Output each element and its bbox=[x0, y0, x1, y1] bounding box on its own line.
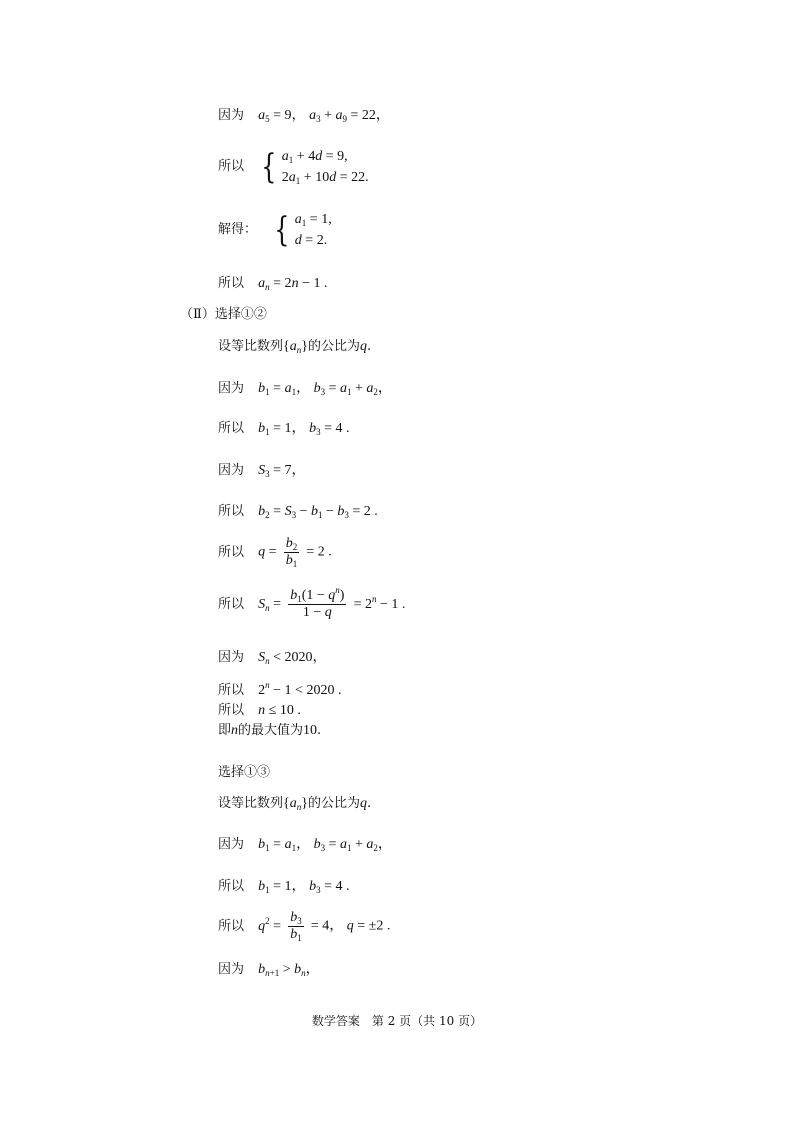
text: 设等比数列 bbox=[218, 339, 284, 354]
line-13 bbox=[218, 650, 327, 666]
line-18 bbox=[218, 796, 371, 812]
line-12 bbox=[218, 585, 406, 621]
line-6 bbox=[218, 339, 371, 355]
math-expression: $S_3 = 7$， bbox=[258, 463, 306, 479]
math-expression: $q^2$ = bbox=[258, 915, 282, 934]
text: . bbox=[367, 796, 372, 811]
text: 设等比数列 bbox=[218, 796, 284, 811]
left-brace: { bbox=[274, 210, 290, 250]
equation-system bbox=[258, 146, 368, 188]
page-footer: 数学答案 第 2 页（共 10 页） bbox=[311, 1014, 483, 1028]
system-equation-2: $2a_1 + 10d = 22$. bbox=[281, 170, 369, 186]
math-expression: $b_1 = 1$， $b_3 = 4$ . bbox=[258, 421, 350, 437]
line-3 bbox=[218, 209, 332, 251]
line-14 bbox=[218, 680, 342, 699]
math-expression: $2^n - 1 < 2020$ . bbox=[258, 680, 342, 698]
system-equation-2: d = 2. bbox=[294, 233, 328, 248]
section-heading: 选择①③ bbox=[218, 765, 271, 780]
line-label: 所以 bbox=[218, 703, 245, 718]
line-label: 所以 bbox=[218, 879, 245, 894]
max-value: 10 bbox=[303, 723, 318, 738]
math-expression: $b_1 = 1$， $b_3 = 4$ . bbox=[258, 879, 350, 895]
line-20 bbox=[218, 879, 349, 895]
line-label: 所以 bbox=[218, 504, 245, 519]
text: . bbox=[367, 339, 372, 354]
system-equation-1: $a_1 = 1$, bbox=[294, 212, 332, 228]
line-label: 因为 bbox=[218, 108, 245, 123]
line-label: 所以 bbox=[218, 276, 245, 291]
math-expression: = 4， q = ±2 . bbox=[310, 918, 391, 934]
line-label: 因为 bbox=[218, 962, 245, 977]
line-11 bbox=[218, 536, 332, 569]
equation-system bbox=[271, 209, 332, 251]
line-10 bbox=[218, 504, 378, 520]
line-label: 所以 bbox=[218, 159, 245, 174]
line-8 bbox=[218, 421, 349, 437]
line-7 bbox=[218, 381, 392, 397]
text: . bbox=[317, 723, 322, 738]
math-sequence: $\{a_n\}$ bbox=[283, 796, 308, 812]
math-expression: $a_n = 2n - 1$ . bbox=[258, 276, 328, 292]
line-label: 解得： bbox=[218, 222, 258, 237]
math-expression: $b_{n+1} > b_n$， bbox=[258, 962, 320, 978]
text: 的公比为 bbox=[307, 796, 360, 811]
left-brace: { bbox=[261, 147, 277, 187]
math-expression: $a_5 = 9$， $a_3 + a_9 = 22$， bbox=[258, 108, 390, 124]
fraction: $\frac{b_3}{b_1}$ bbox=[290, 910, 302, 943]
fraction: $\frac{b_2}{b_1}$ bbox=[285, 536, 298, 569]
line-label: 所以 bbox=[218, 544, 245, 560]
line-22 bbox=[218, 962, 320, 978]
line-21 bbox=[218, 910, 390, 943]
system-equation-1: $a_1 + 4d = 9$, bbox=[281, 149, 348, 165]
math-expression: n ≤ 10 . bbox=[258, 703, 301, 718]
math-sequence: $\{a_n\}$ bbox=[283, 339, 308, 355]
line-label: 所以 bbox=[218, 421, 245, 436]
math-var: q bbox=[360, 339, 367, 354]
math-var: q bbox=[360, 796, 367, 811]
line-label: 因为 bbox=[218, 650, 245, 665]
section-heading: （Ⅱ）选择①② bbox=[180, 307, 267, 322]
line-1 bbox=[218, 108, 390, 124]
math-expression: $S_n < 2020$， bbox=[258, 650, 327, 666]
line-4 bbox=[218, 276, 327, 292]
math-expression: = $2^n - 1$ . bbox=[353, 593, 406, 612]
line-9 bbox=[218, 463, 306, 479]
line-label: 所以 bbox=[218, 918, 245, 934]
math-expression: q = bbox=[258, 544, 277, 560]
math-expression: = 2 . bbox=[306, 544, 332, 560]
line-label: 所以 bbox=[218, 596, 245, 612]
math-expression: $b_1 = a_1$， $b_3 = a_1 + a_2$， bbox=[258, 837, 392, 853]
line-19 bbox=[218, 837, 392, 853]
line-2 bbox=[218, 146, 369, 188]
text: 的公比为 bbox=[307, 339, 360, 354]
fraction: $\frac{b_1(1 - q^n)}{1 - q}$ bbox=[290, 585, 345, 620]
line-label: 因为 bbox=[218, 837, 245, 852]
line-label: 所以 bbox=[218, 683, 245, 698]
text: 的最大值为 bbox=[238, 723, 304, 738]
text: 即 bbox=[218, 723, 232, 738]
line-16 bbox=[218, 723, 321, 739]
math-expression: $b_2 = S_3 - b_1 - b_3 = 2$ . bbox=[258, 504, 378, 520]
math-expression: $b_1 = a_1$， $b_3 = a_1 + a_2$， bbox=[258, 381, 392, 397]
line-15 bbox=[218, 703, 301, 719]
line-label: 因为 bbox=[218, 381, 245, 396]
math-expression: $S_n$ = bbox=[258, 596, 282, 613]
math-var: n bbox=[231, 723, 239, 738]
line-label: 因为 bbox=[218, 463, 245, 478]
